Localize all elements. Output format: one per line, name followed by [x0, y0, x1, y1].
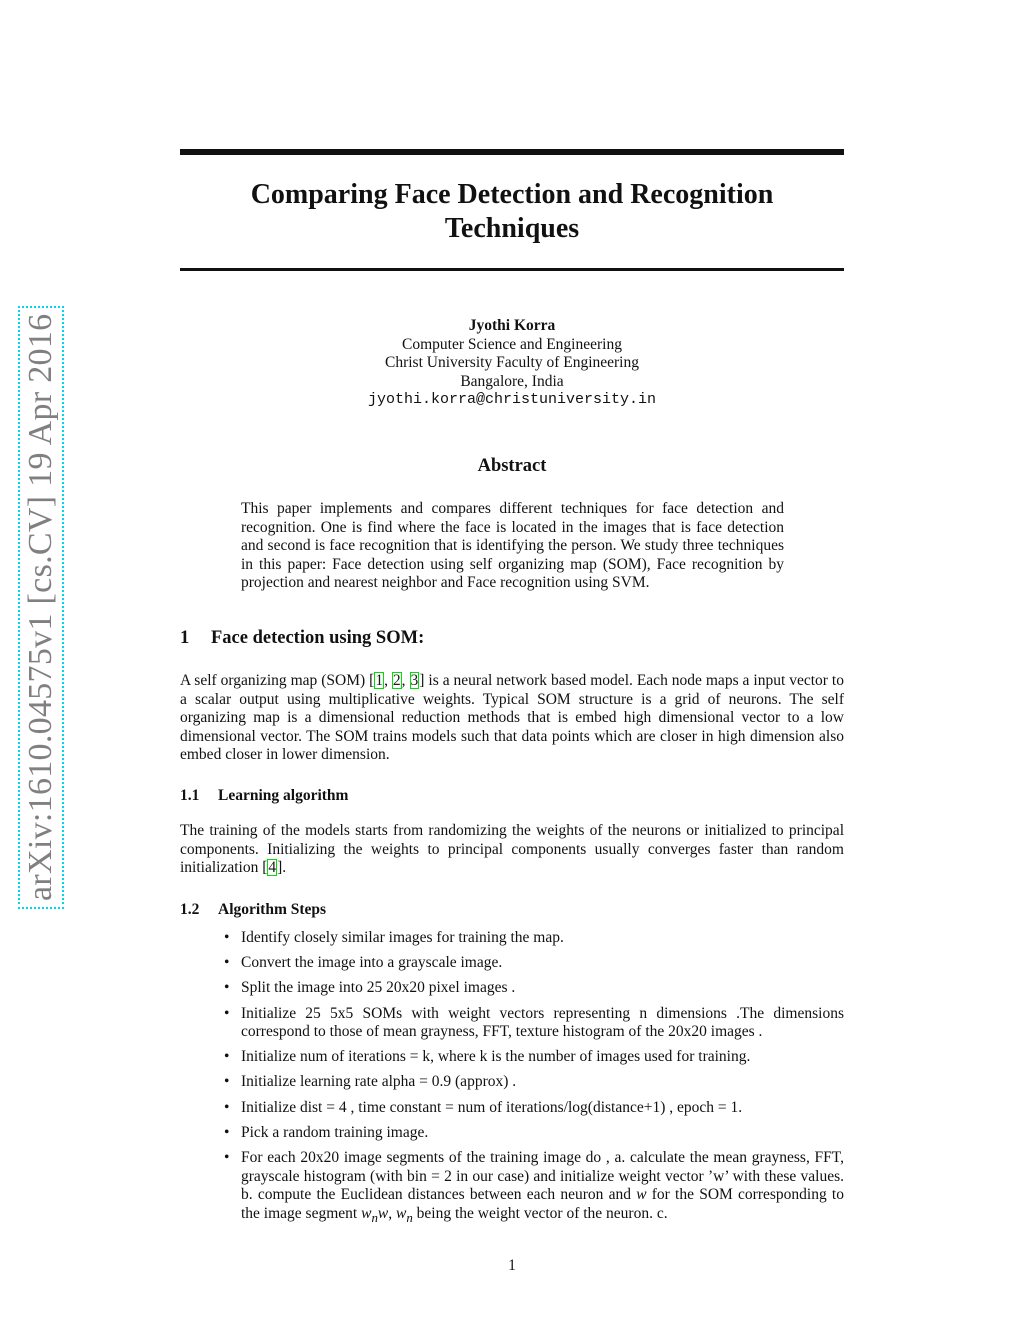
math-variable: w: [395, 1204, 407, 1222]
list-item: [180, 954, 844, 973]
subsection-1-1-title: Learning algorithm: [218, 787, 349, 804]
step-text: Split the image into 25 20x20 pixel images .: [241, 979, 516, 997]
math-variable: w: [377, 1204, 389, 1222]
bullet-icon: •: [224, 954, 230, 972]
author-department: Computer Science and Engineering: [402, 335, 622, 353]
list-item: [180, 1099, 844, 1118]
math-variable: w: [636, 1186, 647, 1203]
subsection-1-1-text-end: ].: [277, 859, 287, 876]
bullet-icon: •: [224, 1149, 230, 1166]
section-1-text-end: ] is a neural network based model. Each node maps a input vector to a scalar output using multiplicative weights. Typical SOM structure is a grid of neurons. The self organizing map is a dimensional reduction methods that is embed high dimensional vector to a low dimensional vector. The SOM trains models such that data points which are closer in high dimension also embed closer in lower dimension.: [180, 672, 844, 763]
math-separator: ,: [388, 1204, 396, 1222]
list-item: [180, 1005, 844, 1042]
math-subscript: n: [371, 1209, 378, 1225]
step-text-part: being the weight vector of the neuron. c.: [412, 1204, 668, 1222]
citation-link[interactable]: 3: [410, 672, 419, 689]
subsection-1-1-number: 1.1: [180, 787, 200, 804]
section-1-paragraph: A self organizing map (SOM) [1, 2, 3] is a neural network based model. Each node maps a input vector to a scalar output using multiplicative weights. Typical SOM structure is a grid of neurons. The self organizing map is a dimensional reduction methods that is embed high dimensional vector to a low dimensional vector. The SOM trains models such that data points which are closer in high dimension also embed closer in lower dimension.: [180, 672, 844, 763]
author-location: Bangalore, India: [460, 372, 564, 390]
bullet-icon: •: [224, 1004, 230, 1022]
author-email[interactable]: jyothi.korra@christuniversity.in: [367, 391, 657, 408]
title-bottom-rule: [180, 268, 844, 271]
list-item: [180, 929, 844, 948]
abstract-heading: Abstract: [477, 456, 547, 476]
citation-link[interactable]: 2: [392, 672, 401, 689]
list-item: [180, 1048, 844, 1067]
step-text: Initialize num of iterations = k, where k is the number of images used for training.: [241, 1048, 751, 1066]
section-1-number: 1: [180, 628, 190, 648]
author-name: Jyothi Korra: [468, 317, 556, 334]
subsection-1-2-number: 1.2: [180, 901, 200, 918]
abstract-text: This paper implements and compares different techniques for face detection and recognition. One is find where the face is located in the images that is face detection and second is face recognition that is identifying the person. We study three techniques in this paper: Face detection using self organizing map (SOM), Face recognition by projection and nearest neighbor and Face recognition using SVM.: [241, 500, 784, 591]
step-text-part: for the SOM corresponding to the image segment: [241, 1186, 844, 1222]
arxiv-identifier-stamp[interactable]: arXiv:1610.04575v1 [cs.CV] 19 Apr 2016: [22, 310, 60, 905]
subsection-1-1-heading: [180, 787, 348, 805]
page-number: 1: [508, 1257, 516, 1274]
bullet-icon: •: [224, 1123, 230, 1141]
bullet-icon: •: [224, 929, 230, 946]
subsection-1-2-heading: [180, 901, 326, 919]
step-text: Initialize 25 5x5 SOMs with weight vectors representing n dimensions .The dimensions correspond to those of mean grayness, FFT, texture histogram of the 20x20 images .: [241, 1004, 844, 1041]
section-1-heading: [180, 628, 424, 649]
list-item: [180, 1149, 844, 1227]
list-item: [180, 1124, 844, 1143]
step-text: Identify closely similar images for training the map.: [241, 929, 564, 946]
paper-title-line1: Comparing Face Detection and Recognition: [250, 179, 774, 210]
subsection-1-1-paragraph: [180, 822, 844, 878]
subsection-1-1-text-start: The training of the models starts from randomizing the weights of the neurons or initialized to principal components. Initializing the weights to principal components usually converges faster than random initialization [: [180, 822, 844, 876]
bullet-icon: •: [224, 1073, 230, 1091]
math-subscript: n: [406, 1209, 413, 1225]
step-text: Initialize dist = 4 , time constant = num of iterations/log(distance+1) , epoch = 1.: [241, 1098, 743, 1116]
bullet-icon: •: [224, 1048, 230, 1066]
citation-link[interactable]: 1: [375, 672, 384, 689]
step-text: Convert the image into a grayscale image.: [241, 954, 503, 972]
step-text: Initialize learning rate alpha = 0.9 (approx) .: [241, 1073, 517, 1091]
math-variable: w: [361, 1204, 372, 1222]
bullet-icon: •: [224, 1098, 230, 1116]
section-1-text-start: A self organizing map (SOM) [: [180, 672, 375, 689]
section-1-title: Face detection using SOM:: [211, 628, 425, 648]
title-top-rule: [180, 149, 844, 155]
algorithm-steps-list: [180, 929, 844, 1234]
step-text: Pick a random training image.: [241, 1123, 429, 1141]
citation-link[interactable]: 4: [268, 859, 277, 876]
author-institution: Christ University Faculty of Engineering: [385, 354, 639, 371]
paper-title: [180, 178, 844, 246]
paper-title-line2: Techniques: [444, 213, 580, 244]
list-item: [180, 979, 844, 998]
list-item: [180, 1073, 844, 1092]
step-text-part: For each 20x20 image segments of the training image do , a. calculate the mean grayness, FFT, grayscale histogram (with bin = 2 in our case) and initialize weight vector ’w’ with these values. b. compute the Euclidean distances between each neuron and: [241, 1149, 844, 1203]
subsection-1-2-title: Algorithm Steps: [218, 901, 327, 918]
step-text: [241, 1149, 844, 1225]
bullet-icon: •: [224, 979, 230, 997]
author-block: [180, 317, 844, 410]
